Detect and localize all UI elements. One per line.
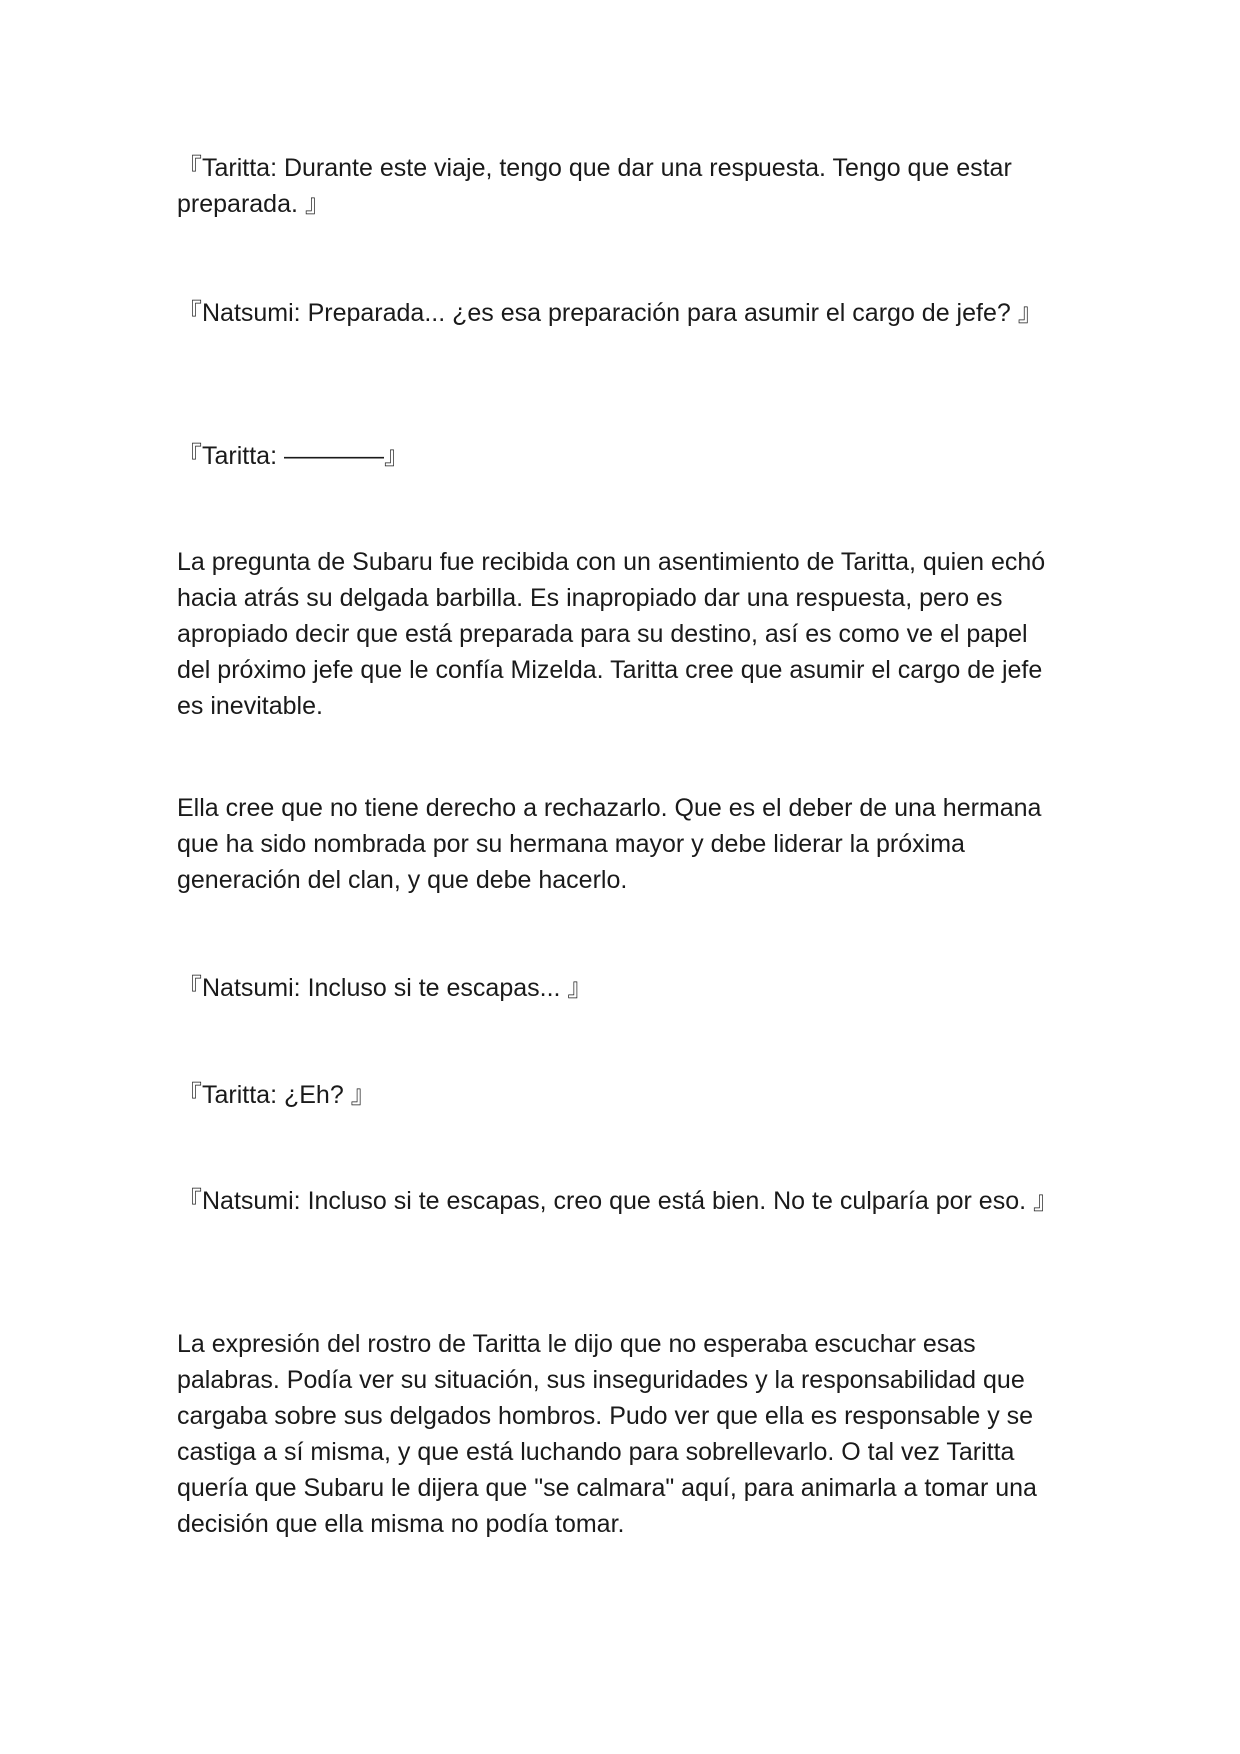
narration-paragraph-3: La expresión del rostro de Taritta le dijo que no esperaba escuchar esas palabras. Podía ver su situación, sus inseguridades y la responsabilidad que cargaba sobre sus delgados hombros. Pudo ver que ella es responsable y se castiga a sí misma, y que está luchando para sobrellevarlo. O tal vez Taritta quería que Subaru le dijera que "se calmara" aquí, para animarla a tomar una decisión que ella misma no podía tomar. [177,1330,1037,1538]
narration-paragraph-2: Ella cree que no tiene derecho a rechazarlo. Que es el deber de una hermana que ha sido nombrada por su hermana mayor y debe liderar la próxima generación del clan, y que debe hacerlo. [177,794,1042,894]
dialogue-natsumi-3: 『Natsumi: Incluso si te escapas, creo que está bien. No te culparía por eso. 』 [177,1187,1058,1215]
dialogue-taritta-3: 『Taritta: ¿Eh? 』 [177,1081,376,1109]
dialogue-natsumi-1: 『Natsumi: Preparada... ¿es esa preparación para asumir el cargo de jefe? 』 [177,299,1043,327]
dialogue-taritta-1: 『Taritta: Durante este viaje, tengo que dar una respuesta. Tengo que estar preparada. 』 [177,154,1012,218]
narration-paragraph-1: La pregunta de Subaru fue recibida con un asentimiento de Taritta, quien echó hacia atrás su delgada barbilla. Es inapropiado dar una respuesta, pero es apropiado decir que está preparada para su destino, así es como ve el papel del próximo jefe que le confía Mizelda. Taritta cree que asumir el cargo de jefe es inevitable. [177,548,1046,720]
dialogue-taritta-2: 『Taritta: ————』 [177,442,409,470]
dialogue-natsumi-2: 『Natsumi: Incluso si te escapas... 』 [177,974,593,1002]
